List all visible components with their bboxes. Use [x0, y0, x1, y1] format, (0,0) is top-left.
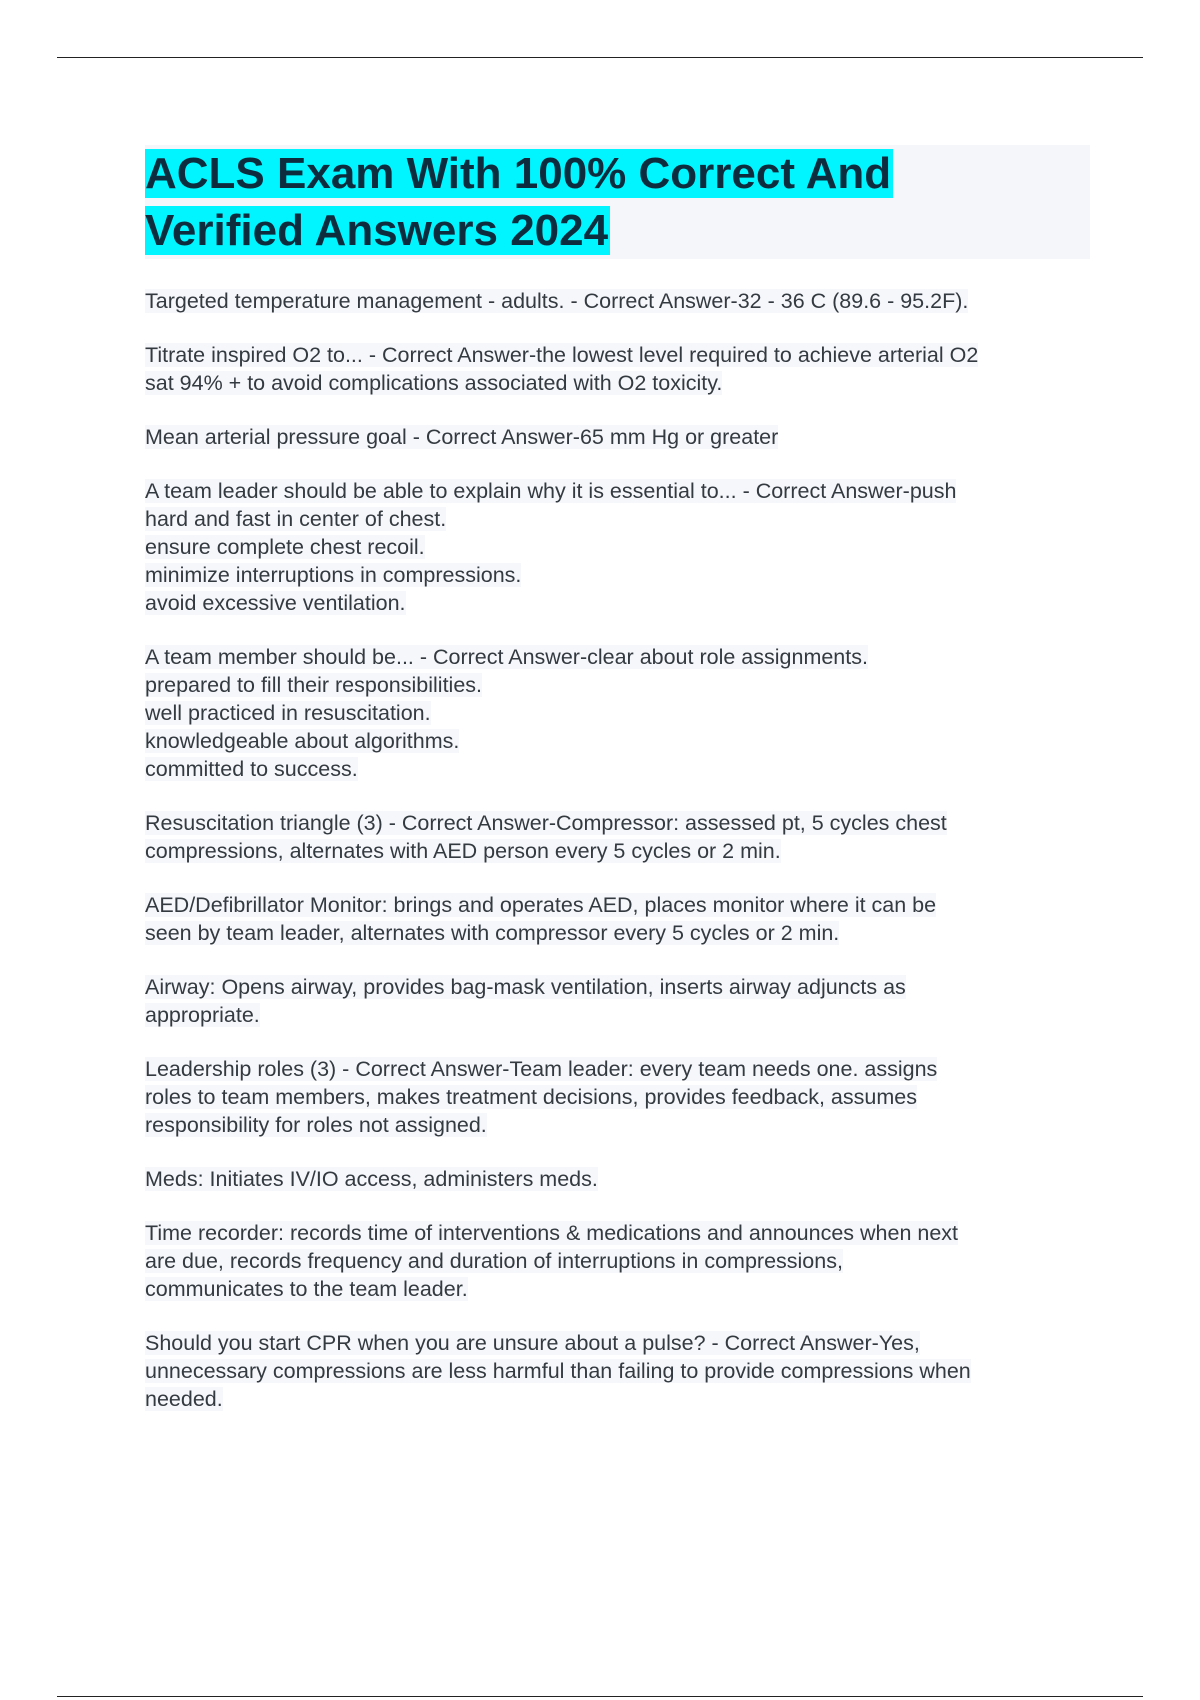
text-line: [145, 423, 1090, 451]
text-line-content: minimize interruptions in compressions.: [145, 563, 522, 587]
qa-paragraph: [145, 1329, 1090, 1413]
qa-paragraph: [145, 1165, 1090, 1193]
text-line: [145, 369, 1090, 397]
text-line: [145, 1001, 1090, 1029]
text-line-content: responsibility for roles not assigned.: [145, 1113, 487, 1137]
text-line-content: A team member should be... - Correct Answer-clear about role assignments.: [145, 645, 868, 669]
text-line: [145, 1055, 1090, 1083]
qa-paragraph: [145, 643, 1090, 783]
text-line-content: appropriate.: [145, 1003, 260, 1027]
qa-paragraph: [145, 341, 1090, 397]
text-line-content: AED/Defibrillator Monitor: brings and operates AED, places monitor where it can be: [145, 893, 937, 917]
text-line-content: Titrate inspired O2 to... - Correct Answer-the lowest level required to achieve arterial O2: [145, 343, 979, 367]
text-line: [145, 477, 1090, 505]
title-line: Verified Answers 2024: [145, 206, 609, 255]
document-body: [145, 145, 1090, 1439]
text-line-content: avoid excessive ventilation.: [145, 591, 406, 615]
text-line-content: seen by team leader, alternates with compressor every 5 cycles or 2 min.: [145, 921, 840, 945]
text-line-content: communicates to the team leader.: [145, 1277, 468, 1301]
text-line: [145, 891, 1090, 919]
text-line-content: Resuscitation triangle (3) - Correct Answer-Compressor: assessed pt, 5 cycles chest: [145, 811, 947, 835]
text-line-content: Leadership roles (3) - Correct Answer-Team leader: every team needs one. assigns: [145, 1057, 938, 1081]
text-line-content: are due, records frequency and duration of interruptions in compressions,: [145, 1249, 843, 1273]
title-block: [145, 145, 1090, 259]
text-line-content: committed to success.: [145, 757, 358, 781]
qa-paragraph: [145, 809, 1090, 865]
text-line-content: Meds: Initiates IV/IO access, administers meds.: [145, 1167, 598, 1191]
bottom-divider: [57, 1696, 1143, 1697]
text-line: [145, 341, 1090, 369]
text-line: [145, 919, 1090, 947]
text-line-content: needed.: [145, 1387, 223, 1411]
qa-paragraph: [145, 1055, 1090, 1139]
text-line-content: compressions, alternates with AED person every 5 cycles or 2 min.: [145, 839, 781, 863]
text-line-content: A team leader should be able to explain why it is essential to... - Correct Answer-push: [145, 479, 957, 503]
text-line-content: well practiced in resuscitation.: [145, 701, 431, 725]
qa-list: [145, 287, 1090, 1413]
text-line: [145, 561, 1090, 589]
text-line-content: unnecessary compressions are less harmful than failing to provide compressions when: [145, 1359, 971, 1383]
text-line: [145, 1385, 1090, 1413]
text-line-content: Should you start CPR when you are unsure about a pulse? - Correct Answer-Yes,: [145, 1331, 920, 1355]
text-line: [145, 1219, 1090, 1247]
text-line: [145, 727, 1090, 755]
text-line: [145, 1165, 1090, 1193]
qa-paragraph: [145, 973, 1090, 1029]
text-line-content: Targeted temperature management - adults. - Correct Answer-32 - 36 C (89.6 - 95.2F).: [145, 289, 969, 313]
qa-paragraph: [145, 1219, 1090, 1303]
text-line-content: Time recorder: records time of interventions & medications and announces when next: [145, 1221, 959, 1245]
text-line: [145, 589, 1090, 617]
text-line-content: Mean arterial pressure goal - Correct Answer-65 mm Hg or greater: [145, 425, 779, 449]
text-line: [145, 1083, 1090, 1111]
text-line: [145, 837, 1090, 865]
top-divider: [57, 57, 1143, 58]
text-line: [145, 1247, 1090, 1275]
text-line-content: Airway: Opens airway, provides bag-mask ventilation, inserts airway adjuncts as: [145, 975, 906, 999]
text-line: [145, 287, 1090, 315]
text-line-content: hard and fast in center of chest.: [145, 507, 447, 531]
text-line: [145, 505, 1090, 533]
text-line: [145, 671, 1090, 699]
text-line-content: ensure complete chest recoil.: [145, 535, 425, 559]
qa-paragraph: [145, 477, 1090, 617]
text-line-content: sat 94% + to avoid complications associated with O2 toxicity.: [145, 371, 723, 395]
text-line: [145, 1329, 1090, 1357]
text-line: [145, 1357, 1090, 1385]
text-line: [145, 699, 1090, 727]
text-line: [145, 1275, 1090, 1303]
page-title: [145, 145, 1090, 259]
text-line-content: roles to team members, makes treatment decisions, provides feedback, assumes: [145, 1085, 917, 1109]
title-line: ACLS Exam With 100% Correct And: [145, 149, 892, 198]
qa-paragraph: [145, 423, 1090, 451]
qa-paragraph: [145, 891, 1090, 947]
text-line: [145, 755, 1090, 783]
text-line-content: knowledgeable about algorithms.: [145, 729, 460, 753]
text-line: [145, 533, 1090, 561]
text-line: [145, 643, 1090, 671]
text-line: [145, 1111, 1090, 1139]
text-line-content: prepared to fill their responsibilities.: [145, 673, 482, 697]
text-line: [145, 973, 1090, 1001]
qa-paragraph: [145, 287, 1090, 315]
text-line: [145, 809, 1090, 837]
